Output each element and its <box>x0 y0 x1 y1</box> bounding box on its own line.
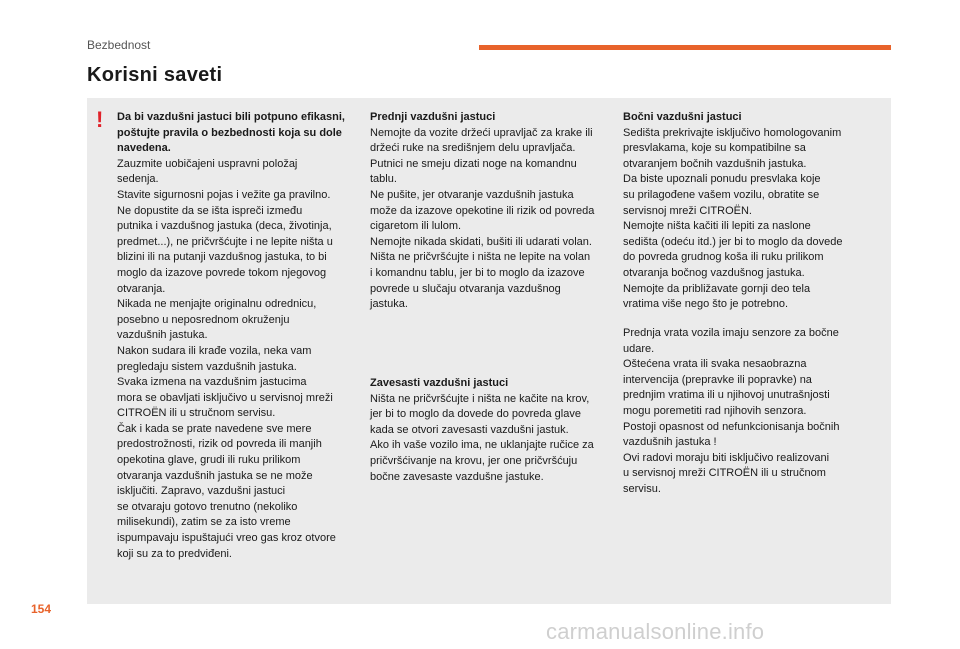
text-line: Postoji opasnost od nefunkcionisanja bočnih <box>623 420 840 433</box>
text-line: ispumpavaju ispuštajući vreo gas kroz otvore <box>117 532 336 545</box>
text-line: pričvršćivanje na krovu, jer one pričvršćuju <box>370 454 578 467</box>
side-airbags-heading: Bočni vazdušni jastuci <box>623 111 742 123</box>
text-line: Svaka izmena na vazdušnim jastucima <box>117 376 307 389</box>
text-line: blizini ili na putanji vazdušnog jastuka, to bi <box>117 251 327 264</box>
text-line: povrede u slučaju otvaranja vazdušnog <box>370 282 561 295</box>
text-line: do povreda grudnog koša ili ruku prilikom <box>623 251 824 264</box>
front-airbags-heading: Prednji vazdušni jastuci <box>370 111 496 123</box>
header-rule <box>479 45 891 50</box>
text-line: Nakon sudara ili krađe vozila, neka vam <box>117 344 312 357</box>
text-line: koji su za to predviđeni. <box>117 547 232 560</box>
page-title: Korisni saveti <box>87 64 223 86</box>
text-line: CITROËN ili u stručnom servisu. <box>117 407 276 420</box>
text-line: mora se obavljati isključivo u servisnoj mreži <box>117 391 333 404</box>
text-line: Nemojte da približavate gornji deo tela <box>623 282 811 295</box>
text-line: jastuka. <box>370 298 408 311</box>
text-line: se otvaraju gotovo trenutno (nekoliko <box>117 500 298 513</box>
text-line: posebno u neposrednom okruženju <box>117 313 290 326</box>
text-line: otvaranjem bočnih vazdušnih jastuka. <box>623 157 807 170</box>
safety-rules-text <box>117 157 359 562</box>
text-line: može da izazove opekotine ili rizik od povreda <box>370 204 595 217</box>
text-line: sedišta (odeću itd.) jer bi to moglo da dovede <box>623 235 843 248</box>
text-line: sedenja. <box>117 173 159 186</box>
curtain-airbags-text <box>370 392 618 486</box>
text-line: Putnici ne smeju dizati noge na komandnu <box>370 157 577 170</box>
safety-rules-heading: Da bi vazdušni jastuci bili potpuno efikasni, poštujte pravila o bezbednosti koja su dole navedena. <box>117 111 345 155</box>
text-line: otvaranja. <box>117 282 166 295</box>
text-line: Prednja vrata vozila imaju senzore za bočne <box>623 327 839 339</box>
front-airbags-section <box>370 110 618 313</box>
text-line: Nemojte da vozite držeći upravljač za krake ili <box>370 126 593 139</box>
front-airbags-text <box>370 126 618 313</box>
text-line: vazdušnih jastuka ! <box>623 436 717 449</box>
text-line: kada se otvori zavesasti vazdušni jastuk. <box>370 423 569 436</box>
text-line: Oštećena vrata ili svaka nesaobrazna <box>623 358 807 371</box>
text-line: milisekundi), zatim se za isto vreme <box>117 516 291 529</box>
text-line: presvlakama, koje su kompatibilne sa <box>623 142 806 155</box>
page-number: 154 <box>31 602 52 616</box>
text-line: Čak i kada se prate navedene sve mere <box>117 422 312 435</box>
text-line: predmet...), ne pričvršćujte i ne lepite ništa u <box>117 235 333 248</box>
text-line: opekotina glave, grudi ili ruku prilikom <box>117 454 301 467</box>
text-line: Nemojte nikada skidati, bušiti ili udarati volan. <box>370 235 592 248</box>
text-line: Stavite sigurnosni pojas i vežite ga pravilno. <box>117 188 331 201</box>
text-line: servisnoj mreži CITROËN. <box>623 204 752 217</box>
text-line: i komandnu tablu, jer bi to moglo da izazove <box>370 266 585 279</box>
text-line: Nikada ne menjajte originalnu odrednicu, <box>117 298 317 311</box>
text-line: cigaretom ili lulom. <box>370 220 462 233</box>
text-line: tablu. <box>370 173 397 186</box>
door-sensors-text <box>623 326 883 498</box>
text-line: mogu poremetiti rad njihovih senzora. <box>623 404 807 417</box>
text-line: Sedišta prekrivajte isključivo homologovanim <box>623 126 842 139</box>
text-line: Ništa ne pričvršćujte i ništa ne lepite na volan <box>370 251 591 264</box>
curtain-airbags-heading: Zavesasti vazdušni jastuci <box>370 377 509 389</box>
text-line: isključiti. Zapravo, vazdušni jastuci <box>117 485 286 498</box>
text-line: Ne pušite, jer otvaranje vazdušnih jastuka <box>370 188 574 201</box>
door-sensors-section <box>623 326 883 498</box>
safety-rules-column <box>117 110 359 562</box>
text-line: servisu. <box>623 482 661 495</box>
text-line: moglo da izazove povrede tokom njegovog <box>117 266 327 279</box>
curtain-airbags-section <box>370 376 618 485</box>
text-line: vratima više nego što je potrebno. <box>623 298 789 311</box>
section-label: Bezbednost <box>87 38 151 52</box>
text-line: otvaranja bočnog vazdušnog jastuka. <box>623 266 805 279</box>
text-line: otvaranja vazdušnih jastuka se ne može <box>117 469 313 482</box>
text-line: Ne dopustite da se išta ispreči između <box>117 204 303 217</box>
text-line: Da biste upoznali ponudu presvlaka koje <box>623 173 821 186</box>
text-line: jer bi to moglo da dovede do povreda glave <box>370 408 581 421</box>
text-line: Nemojte ništa kačiti ili lepiti za naslone <box>623 220 811 233</box>
text-line: pregledaju sistem vazdušnih jastuka. <box>117 360 297 373</box>
text-line: Zauzmite uobičajeni uspravni položaj <box>117 157 298 170</box>
text-line: predostrožnosti, rizik od povreda ili manjih <box>117 438 322 451</box>
text-line: udare. <box>623 342 655 355</box>
watermark: carmanualsonline.info <box>546 619 765 644</box>
text-line: prednjim vratima ili u njihovoj unutrašnjosti <box>623 389 830 402</box>
text-line: Ako ih vaše vozilo ima, ne uklanjajte ručice za <box>370 439 594 452</box>
side-airbags-text <box>623 126 883 313</box>
text-line: bočne zavesaste vazdušne jastuke. <box>370 470 544 483</box>
text-line: Ovi radovi moraju biti isključivo realizovani <box>623 451 830 464</box>
text-line: držeći ruke na središnjem delu upravljača. <box>370 142 576 155</box>
side-airbags-section <box>623 110 883 313</box>
text-line: putnika i vazdušnog jastuka (deca, životinja, <box>117 220 332 233</box>
text-line: u servisnoj mreži CITROËN ili u stručnom <box>623 467 826 480</box>
text-line: su prilagođene vašem vozilu, obratite se <box>623 188 820 201</box>
text-line: vazdušnih jastuka. <box>117 329 208 342</box>
text-line: Ništa ne pričvršćujte i ništa ne kačite na krov, <box>370 392 590 405</box>
exclamation-icon: ! <box>96 107 104 132</box>
text-line: intervencija (prepravke ili popravke) na <box>623 373 812 386</box>
